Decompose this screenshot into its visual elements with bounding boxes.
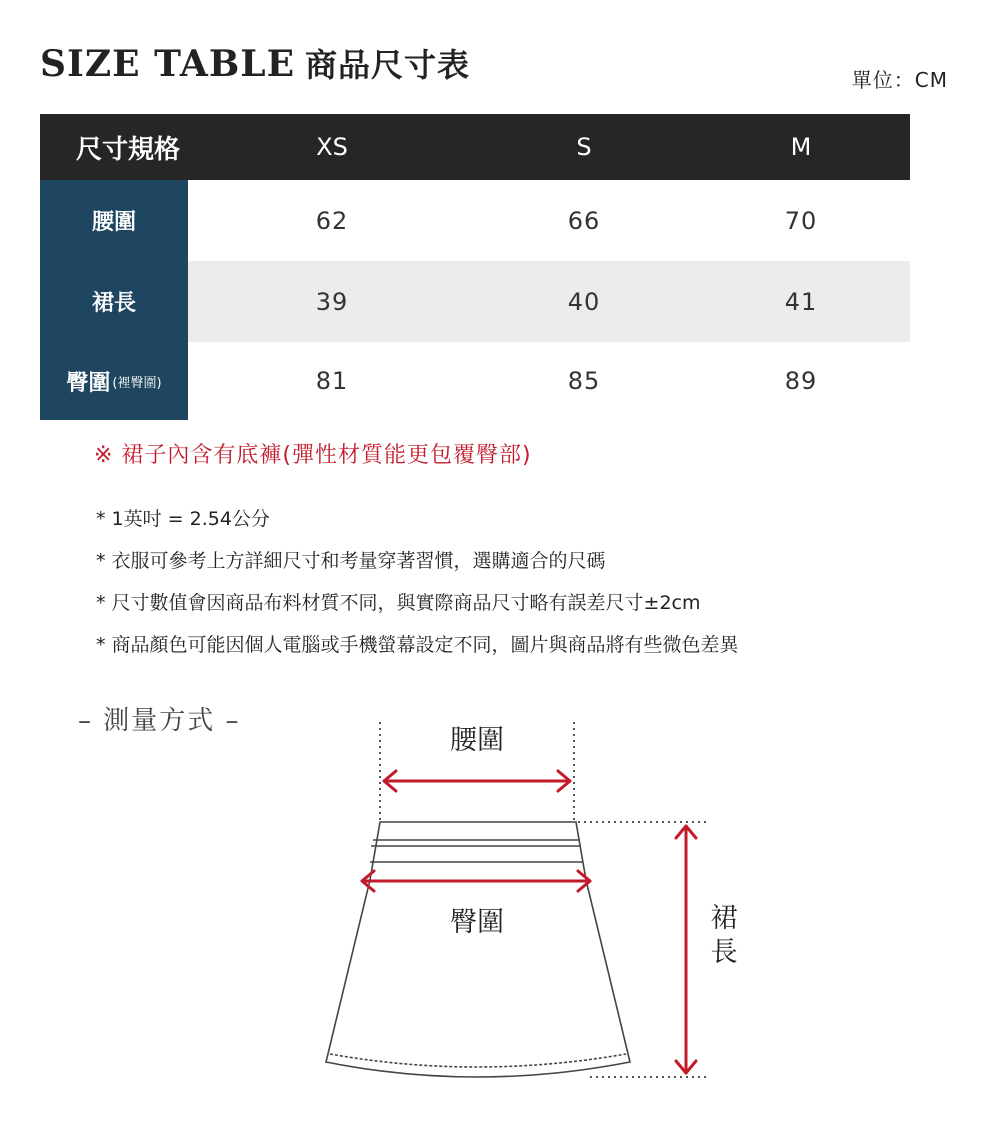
note-item: * 商品顏色可能因個人電腦或手機螢幕設定不同，圖片與商品將有些微色差異	[96, 634, 739, 656]
table-cell: 40	[567, 287, 601, 316]
size-header-s: S	[576, 133, 592, 161]
row-label-length: 裙長	[40, 261, 188, 342]
table-cell: 62	[315, 206, 349, 235]
size-header-m: M	[790, 133, 812, 161]
row-label-waist: 腰圍	[40, 180, 188, 261]
table-cell: 81	[315, 367, 349, 395]
hip-arrow	[362, 871, 590, 891]
hip-label: 臀圍	[450, 907, 504, 938]
table-cell: 85	[567, 367, 601, 395]
row-label-hip-text: 臀圍	[66, 370, 111, 396]
measurement-heading: – 測量方式 –	[78, 706, 241, 736]
note-item: * 衣服可參考上方詳細尺寸和考量穿著習慣，選購適合的尺碼	[96, 550, 606, 572]
length-arrow	[676, 826, 696, 1073]
title-chinese: 商品尺寸表	[305, 46, 471, 84]
table-cell: 39	[315, 287, 349, 316]
waist-arrow	[384, 771, 570, 791]
note-item: * 尺寸數值會因商品布料材質不同，與實際商品尺寸略有誤差尺寸±2cm	[96, 592, 701, 614]
table-cell: 41	[784, 287, 818, 316]
underwear-notice: ※ 裙子內含有底褲(彈性材質能更包覆臀部)	[94, 443, 532, 468]
length-label: 裙長	[710, 903, 738, 968]
table-cell: 70	[784, 206, 818, 235]
row-label-hip-sub: (裡臀圍)	[112, 375, 162, 391]
size-spec-header: 尺寸規格	[76, 134, 181, 165]
waist-label: 腰圍	[450, 725, 504, 756]
unit-label: 單位：CM	[851, 68, 948, 92]
table-cell: 89	[784, 367, 818, 395]
skirt-illustration	[326, 822, 630, 1077]
note-item: * 1英吋 = 2.54公分	[96, 508, 270, 530]
title-english: SIZE TABLE	[40, 43, 296, 85]
table-cell: 66	[567, 206, 601, 235]
size-header-xs: XS	[316, 133, 348, 161]
